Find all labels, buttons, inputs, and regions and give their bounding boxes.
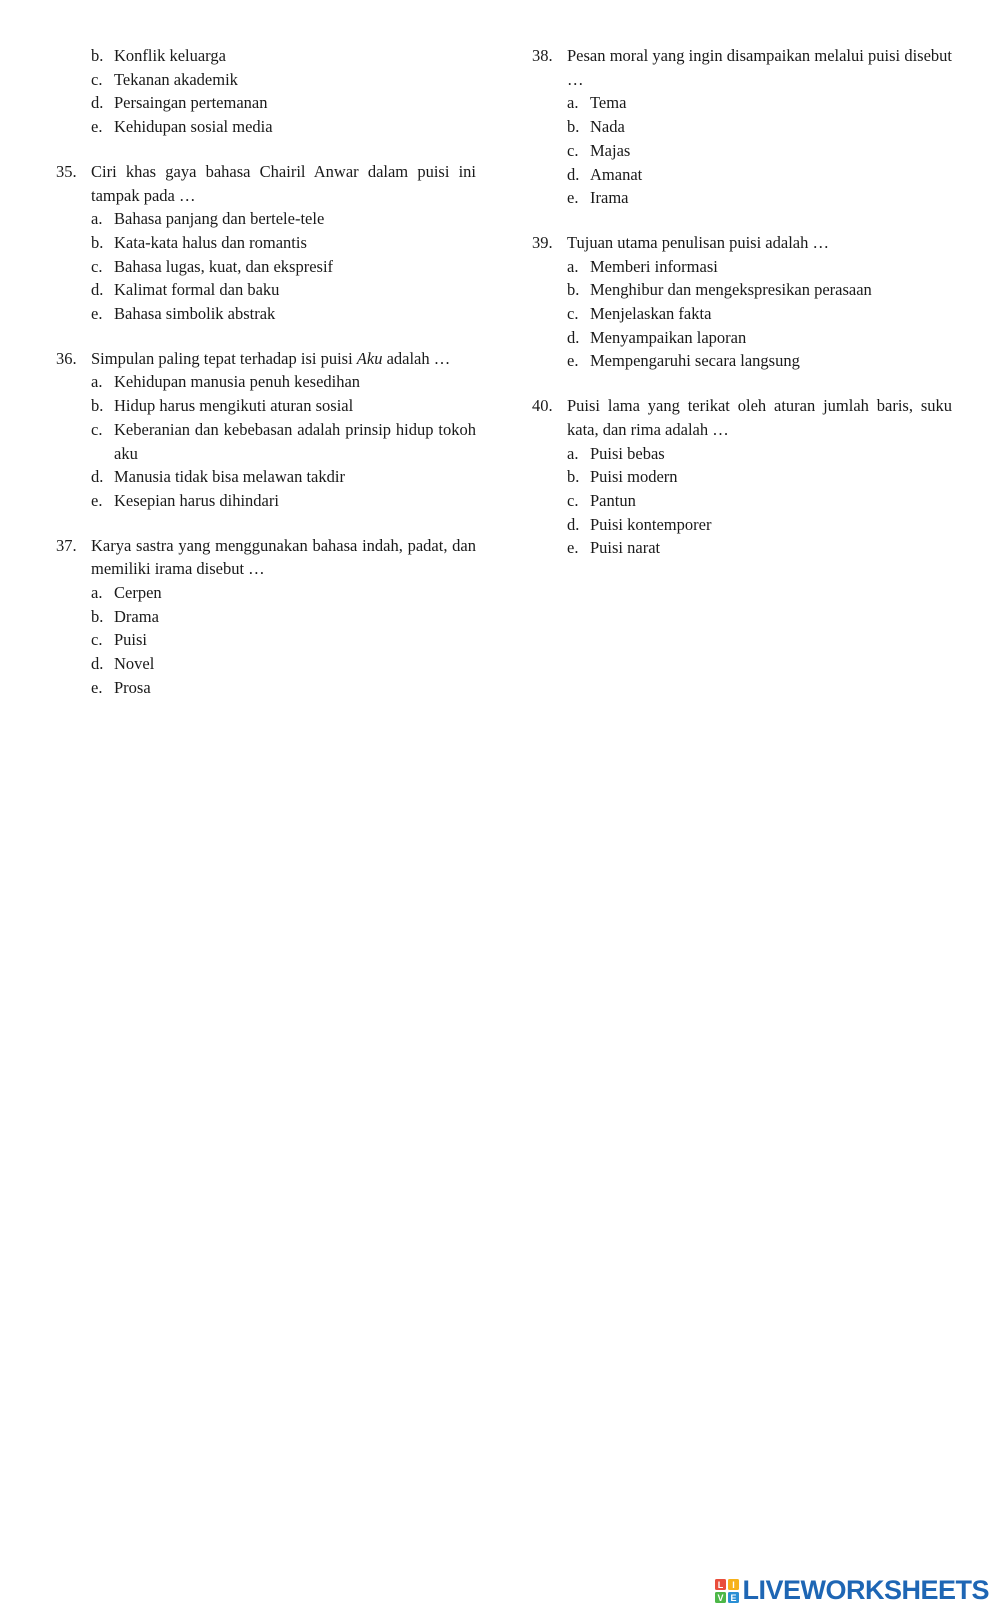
option-row: [91, 652, 476, 676]
question-number: 38.: [532, 46, 553, 65]
question-stem: [532, 394, 952, 441]
option-row: [91, 489, 476, 513]
option-letter: b.: [567, 467, 580, 487]
option-text: Hidup harus mengikuti aturan sosial: [114, 396, 354, 416]
option-text: Kalimat formal dan baku: [114, 280, 280, 300]
option-letter: c.: [567, 140, 579, 160]
option-row: [567, 186, 952, 210]
question-stem: [56, 534, 476, 581]
question-35: [56, 160, 476, 326]
right-column: [532, 44, 952, 581]
option-text: Puisi bebas: [590, 443, 665, 463]
option-row: [91, 68, 476, 92]
question-text: Ciri khas gaya bahasa Chairil Anwar dalam puisi ini tampak pada …: [91, 161, 476, 205]
option-row: [567, 326, 952, 350]
option-row: [91, 581, 476, 605]
option-letter: c.: [567, 304, 579, 324]
option-text: Prosa: [114, 677, 151, 697]
option-text: Konflik keluarga: [114, 46, 226, 65]
option-row: [91, 394, 476, 418]
question-text: Karya sastra yang menggunakan bahasa indah, padat, dan memiliki irama disebut …: [91, 535, 476, 579]
question-number: 37.: [56, 535, 77, 555]
option-text: Tekanan akademik: [114, 69, 238, 89]
option-letter: b.: [91, 606, 104, 626]
option-text: Cerpen: [114, 583, 162, 603]
option-letter: b.: [91, 232, 104, 252]
option-text: Kesepian harus dihindari: [114, 490, 279, 510]
option-text: Puisi modern: [590, 467, 678, 487]
option-row: [567, 115, 952, 139]
option-letter: e.: [91, 117, 103, 137]
option-row: [91, 628, 476, 652]
option-letter: e.: [91, 304, 103, 324]
question-34-continued-options: [56, 44, 476, 139]
option-text: Drama: [114, 606, 159, 626]
question-number: 35.: [56, 161, 77, 181]
option-letter: c.: [567, 490, 579, 510]
option-text: Bahasa lugas, kuat, dan ekspresif: [114, 256, 334, 276]
question-text-before: Simpulan paling tepat terhadap isi puisi: [91, 348, 357, 368]
brand-name: LIVEWORKSHEETS: [742, 1575, 989, 1605]
question-number: 39.: [532, 232, 553, 252]
option-row: [567, 465, 952, 489]
option-text: Tema: [590, 93, 627, 113]
question-number: 40.: [532, 396, 553, 416]
poem-title: Aku: [356, 348, 383, 368]
option-text: Irama: [590, 188, 629, 208]
option-letter: d.: [567, 327, 580, 347]
liveworksheets-brand[interactable]: [715, 1575, 989, 1606]
question-text: Puisi lama yang terikat oleh aturan jumlah baris, suku kata, dan rima adalah …: [567, 396, 952, 439]
question-stem: [532, 44, 952, 91]
option-row: [91, 465, 476, 489]
option-letter: c.: [91, 256, 103, 276]
option-letter: a.: [567, 93, 579, 113]
question-stem: [56, 347, 476, 371]
option-letter: e.: [567, 188, 579, 208]
question-37: [56, 534, 476, 700]
option-text: Persaingan pertemanan: [114, 93, 268, 113]
option-row: [91, 115, 476, 139]
option-row: [91, 255, 476, 279]
question-40: [532, 394, 952, 560]
option-row: [567, 536, 952, 560]
option-letter: b.: [567, 280, 580, 300]
option-letter: e.: [91, 677, 103, 697]
option-row: [567, 513, 952, 537]
option-letter: a.: [567, 256, 579, 276]
option-row: [567, 139, 952, 163]
option-text: Menghibur dan mengekspresikan perasaan: [590, 280, 872, 300]
question-36: [56, 347, 476, 513]
option-text: Puisi kontemporer: [590, 514, 712, 534]
option-letter: a.: [91, 372, 103, 392]
option-letter: b.: [567, 117, 580, 137]
option-row: [91, 605, 476, 629]
option-letter: a.: [91, 583, 103, 603]
option-text: Puisi: [114, 630, 148, 650]
option-letter: e.: [567, 351, 579, 371]
question-stem: [532, 231, 952, 255]
option-text: Pantun: [590, 490, 636, 510]
option-row: [91, 676, 476, 700]
option-text: Mempengaruhi secara langsung: [590, 351, 800, 371]
option-row: [91, 278, 476, 302]
svg-text:E: E: [730, 1592, 737, 1603]
question-stem: [56, 160, 476, 207]
option-row: [567, 163, 952, 187]
option-row: [91, 418, 476, 465]
option-text: Bahasa panjang dan bertele-tele: [114, 209, 325, 229]
option-letter: b.: [91, 46, 104, 65]
question-38: [532, 44, 952, 210]
question-text-after: adalah …: [382, 348, 451, 368]
option-text: Menyampaikan laporan: [590, 327, 747, 347]
option-text: Manusia tidak bisa melawan takdir: [114, 467, 345, 487]
left-column: [56, 44, 476, 721]
option-text: Amanat: [590, 164, 643, 184]
option-text: Bahasa simbolik abstrak: [114, 304, 276, 324]
svg-text:I: I: [732, 1579, 736, 1590]
option-row: [91, 91, 476, 115]
option-letter: b.: [91, 396, 104, 416]
option-letter: d.: [91, 467, 104, 487]
option-letter: d.: [91, 93, 104, 113]
question-text: Tujuan utama penulisan puisi adalah …: [567, 232, 829, 252]
option-row: [91, 302, 476, 326]
question-text: [91, 347, 476, 371]
option-text: Kata-kata halus dan romantis: [114, 232, 307, 252]
option-text: Majas: [590, 140, 631, 160]
option-letter: d.: [567, 164, 580, 184]
option-text: Menjelaskan fakta: [590, 304, 712, 324]
option-text: Nada: [590, 117, 625, 137]
liveworksheets-logo-icon: [715, 1579, 739, 1603]
option-text: Keberanian dan kebebasan adalah prinsip hidup tokoh aku: [114, 419, 476, 463]
option-letter: a.: [91, 209, 103, 229]
option-row: [567, 91, 952, 115]
option-letter: c.: [91, 419, 103, 439]
option-row: [91, 370, 476, 394]
option-row: [567, 255, 952, 279]
option-row: [567, 302, 952, 326]
option-text: Novel: [114, 654, 155, 674]
svg-text:V: V: [717, 1592, 724, 1603]
option-text: Kehidupan manusia penuh kesedihan: [114, 372, 361, 392]
option-letter: e.: [91, 490, 103, 510]
question-text: Pesan moral yang ingin disampaikan melalui puisi disebut …: [567, 46, 952, 89]
option-letter: d.: [567, 514, 580, 534]
option-row: [567, 442, 952, 466]
option-letter: e.: [567, 538, 579, 558]
option-text: Puisi narat: [590, 538, 661, 558]
option-row: [91, 207, 476, 231]
option-row: [91, 231, 476, 255]
option-row: [567, 489, 952, 513]
question-number: 36.: [56, 348, 77, 368]
option-row: [567, 278, 952, 302]
option-letter: c.: [91, 69, 103, 89]
option-row: [91, 44, 476, 68]
option-letter: d.: [91, 654, 104, 674]
option-letter: a.: [567, 443, 579, 463]
option-letter: d.: [91, 280, 104, 300]
option-text: Memberi informasi: [590, 256, 718, 276]
option-letter: c.: [91, 630, 103, 650]
question-39: [532, 231, 952, 373]
svg-text:L: L: [718, 1579, 724, 1590]
option-text: Kehidupan sosial media: [114, 117, 273, 137]
option-row: [567, 349, 952, 373]
